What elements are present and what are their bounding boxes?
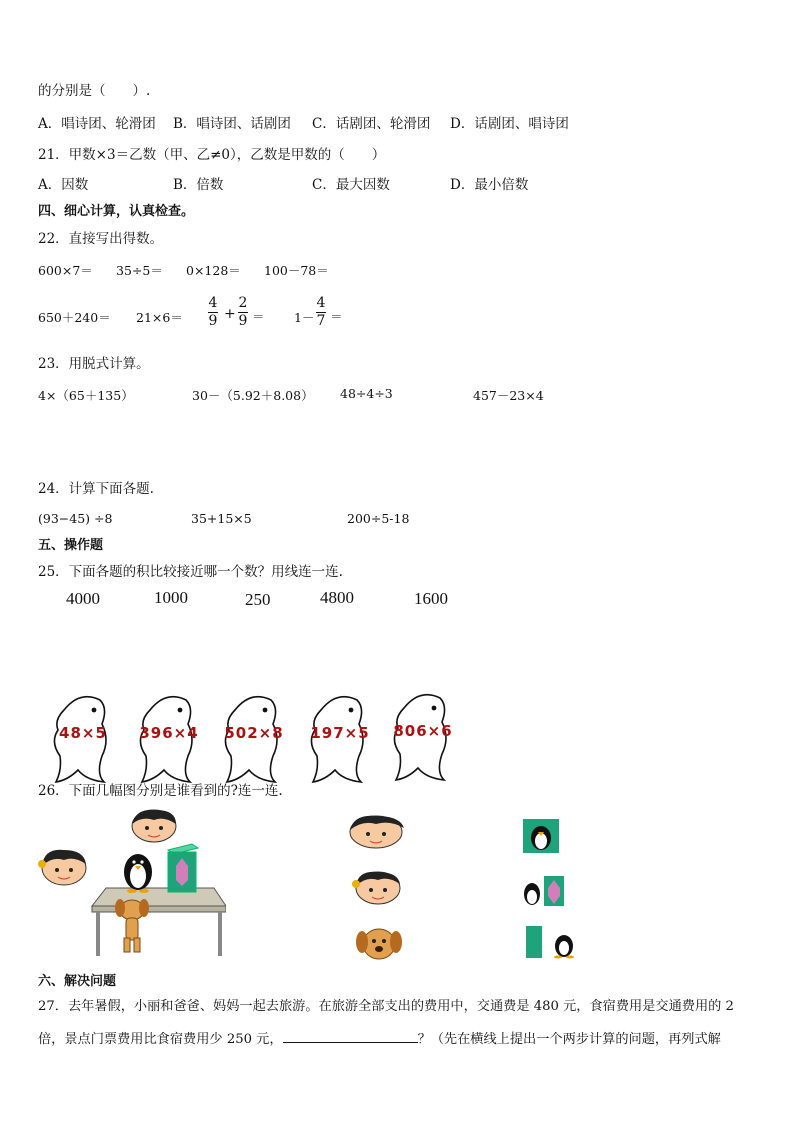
dog-head-icon bbox=[354, 924, 404, 964]
section-6-title: 六、解决问题 bbox=[38, 974, 117, 989]
q24-item-2: 35+15×5 bbox=[191, 511, 252, 526]
q20-option-d: D．话剧团、唱诗团 bbox=[450, 116, 569, 132]
fraction-numerator: 4 bbox=[316, 295, 326, 311]
q25-number-1: 4000 bbox=[66, 589, 100, 608]
q26-stem: 26．下面几幅图分别是谁看到的?连一连. bbox=[38, 783, 283, 799]
q25-expression-4: 197×5 bbox=[310, 724, 370, 742]
q20-option-c: C．话剧团、轮滑团 bbox=[312, 116, 431, 132]
q25-number-4: 4800 bbox=[320, 588, 354, 607]
q22-equals-2: ＝ bbox=[330, 309, 343, 324]
fraction-denominator: 7 bbox=[316, 313, 326, 329]
fraction-numerator: 2 bbox=[238, 295, 248, 311]
q25-number-3: 250 bbox=[245, 590, 271, 609]
view-penguin-front-icon[interactable] bbox=[522, 818, 560, 854]
boy-head-icon bbox=[344, 812, 410, 850]
q23-item-2: 30－（5.92＋8.08） bbox=[192, 388, 314, 403]
q24-item-1: (93−45) ÷8 bbox=[38, 511, 113, 526]
dolphin-card-5[interactable] bbox=[386, 688, 460, 784]
q23-item-1: 4×（65＋135） bbox=[38, 388, 134, 403]
q22-stem: 22．直接写出得数。 bbox=[38, 231, 164, 247]
q25-expression-5: 806×6 bbox=[393, 722, 453, 740]
fraction-numerator: 4 bbox=[208, 295, 218, 311]
fraction-denominator: 9 bbox=[238, 313, 248, 329]
q23-item-4: 457－23×4 bbox=[473, 388, 544, 403]
boy-head-icon bbox=[132, 810, 176, 842]
q22-item-1: 600×7＝ bbox=[38, 263, 93, 278]
q25-expression-3: 502×8 bbox=[224, 724, 284, 742]
section-4-title: 四、细心计算，认真检查。 bbox=[38, 204, 195, 219]
fraction-denominator: 9 bbox=[208, 313, 218, 329]
q23-item-3: 48÷4÷3 bbox=[340, 386, 393, 401]
q27-line-2 bbox=[38, 1030, 721, 1049]
q22-fraction-3 bbox=[316, 296, 326, 329]
q24-stem: 24．计算下面各题. bbox=[38, 481, 154, 497]
q20-option-a: A．唱诗团、轮滑团 bbox=[38, 116, 156, 132]
q27-line-1: 27．去年暑假，小丽和爸爸、妈妈一起去旅游。在旅游全部支出的费用中，交通费是 480 元，食宿费用是交通费用的 2 bbox=[38, 999, 734, 1014]
view-penguin-and-box-icon[interactable] bbox=[520, 874, 566, 908]
q23-stem: 23．用脱式计算。 bbox=[38, 356, 150, 372]
q21-stem: 21．甲数×3＝乙数（甲、乙≠0），乙数是甲数的（ ） bbox=[38, 147, 386, 163]
q22-equals-1: ＝ bbox=[252, 309, 265, 324]
q22-item-2: 35÷5＝ bbox=[116, 263, 163, 278]
q27-text-b: ？（先在横线上提出一个两步计算的问题，再列式解 bbox=[417, 1032, 721, 1047]
q25-stem: 25．下面各题的积比较接近哪一个数？用线连一连. bbox=[38, 564, 343, 580]
q25-expression-2: 396×4 bbox=[139, 724, 199, 742]
q22-fraction-1 bbox=[208, 296, 218, 329]
q25-number-2: 1000 bbox=[154, 588, 188, 607]
q21-option-c: C．最大因数 bbox=[312, 177, 390, 193]
q22-fraction-2 bbox=[238, 296, 248, 329]
q21-option-d: D．最小倍数 bbox=[450, 177, 529, 193]
girl-head-icon bbox=[38, 850, 86, 885]
q26-scene-illustration bbox=[36, 806, 226, 958]
q27-answer-blank[interactable] bbox=[283, 1030, 418, 1043]
girl-head-icon bbox=[348, 866, 406, 906]
view-box-and-penguin-icon[interactable] bbox=[524, 924, 580, 960]
q24-item-3: 200÷5-18 bbox=[347, 511, 410, 526]
q22-item-3: 0×128＝ bbox=[186, 263, 241, 278]
q27-text-a: 倍，景点门票费用比食宿费用少 250 元， bbox=[38, 1032, 283, 1047]
dog-icon bbox=[115, 899, 149, 952]
dolphin-card-1[interactable] bbox=[46, 690, 120, 786]
box-icon bbox=[168, 844, 198, 892]
q22-item-5: 650＋240＝ bbox=[38, 310, 111, 325]
q22-item-4: 100－78＝ bbox=[264, 263, 329, 278]
q21-option-a: A．因数 bbox=[38, 177, 89, 193]
section-5-title: 五、操作题 bbox=[38, 538, 104, 553]
q22-one-minus: 1－ bbox=[294, 310, 315, 325]
q20-tail: 的分别是（ ）. bbox=[38, 83, 151, 99]
q22-item-6: 21×6＝ bbox=[136, 310, 183, 325]
q20-option-b: B．唱诗团、话剧团 bbox=[173, 116, 291, 132]
dolphin-card-4[interactable] bbox=[303, 690, 377, 786]
q25-number-5: 1600 bbox=[414, 589, 448, 608]
q22-plus: + bbox=[224, 306, 236, 322]
dolphin-card-3[interactable] bbox=[217, 690, 291, 786]
dolphin-card-2[interactable] bbox=[132, 690, 206, 786]
q21-option-b: B．倍数 bbox=[173, 177, 224, 193]
penguin-icon bbox=[124, 854, 152, 893]
q25-expression-1: 48×5 bbox=[59, 724, 107, 742]
